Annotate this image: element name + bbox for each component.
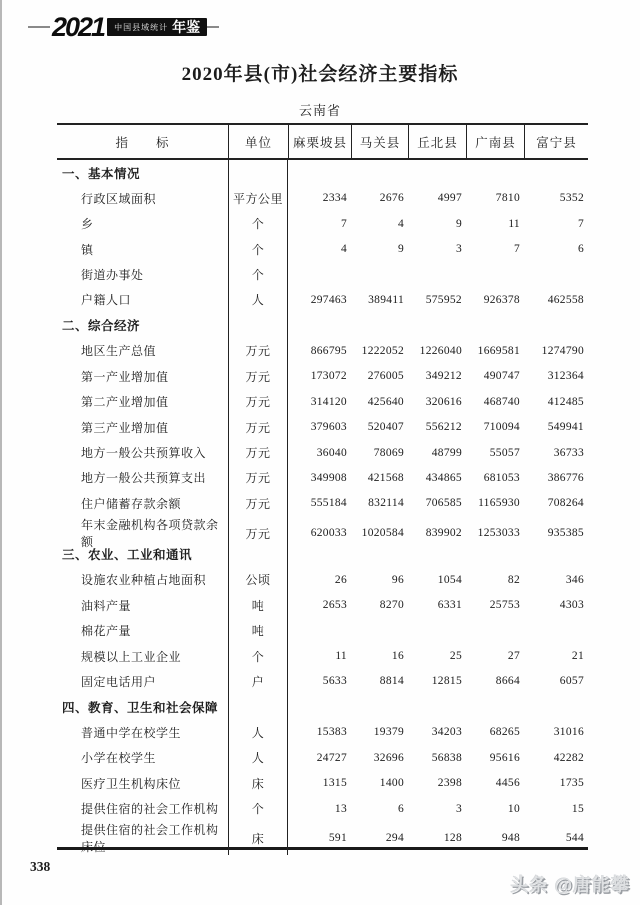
value-cell: 708264 [547, 497, 584, 510]
logo-rule-left [28, 26, 50, 28]
value-cell: 1165930 [478, 497, 520, 510]
value-cell: 4 [340, 243, 347, 256]
value-cell [466, 313, 524, 338]
indicator-label: 乡 [81, 217, 94, 232]
value-cell: 128 [443, 832, 462, 845]
value-cell: 544 [565, 832, 584, 845]
value-cell: 26 [334, 573, 347, 586]
value-cell: 591 [328, 832, 347, 845]
value-cell: 575952 [425, 293, 462, 306]
value-cell: 21 [571, 650, 584, 663]
indicator-label: 第二产业增加值 [81, 395, 169, 410]
value-cell: 490747 [483, 370, 520, 383]
logo-bar [107, 18, 207, 36]
value-cell: 1400 [379, 777, 404, 790]
value-cell: 320616 [425, 395, 462, 408]
indicator-label: 二、综合经济 [62, 319, 141, 334]
unit-cell: 万元 [228, 389, 288, 414]
unit-cell: 人 [228, 720, 288, 745]
indicator-label: 设施农业种植占地面积 [81, 573, 207, 588]
header-county-4: 富宁县 [524, 125, 588, 158]
value-cell: 36040 [316, 446, 347, 459]
logo-rule-right [207, 26, 219, 28]
value-cell: 297463 [310, 293, 347, 306]
indicator-row [57, 567, 588, 592]
value-cell: 11 [335, 650, 347, 663]
header-unit: 单位 [228, 125, 288, 158]
unit-cell: 人 [228, 745, 288, 770]
value-cell: 9 [397, 243, 404, 256]
indicator-label: 固定电话用户 [81, 674, 157, 689]
value-cell: 48799 [431, 446, 462, 459]
value-cell [524, 262, 588, 287]
value-cell: 55057 [489, 446, 520, 459]
value-cell: 8270 [379, 599, 404, 612]
indicator-row [57, 465, 588, 490]
value-cell [351, 618, 408, 643]
value-cell: 389411 [368, 293, 404, 306]
value-cell: 434865 [425, 471, 462, 484]
value-cell: 1669581 [477, 344, 520, 357]
indicator-row [57, 338, 588, 363]
value-cell [408, 313, 466, 338]
indicator-label: 四、教育、卫生和社会保障 [62, 700, 219, 715]
unit-cell: 公顷 [228, 567, 288, 592]
value-cell: 926378 [483, 293, 520, 306]
unit-cell [228, 542, 288, 567]
header-indicator: 指 标 [115, 135, 170, 150]
unit-cell: 万元 [228, 364, 288, 389]
indicator-row [57, 821, 588, 855]
value-cell: 935385 [547, 527, 584, 540]
indicator-row [57, 618, 588, 643]
indicator-label: 镇 [81, 242, 94, 257]
value-cell: 1222052 [361, 344, 404, 357]
value-cell: 462558 [547, 293, 584, 306]
header-county-0: 麻栗坡县 [288, 125, 351, 158]
value-cell: 710094 [483, 421, 520, 434]
value-cell: 425640 [367, 395, 404, 408]
value-cell: 95616 [489, 751, 520, 764]
indicator-label: 住户储蓄存款余额 [81, 496, 182, 511]
value-cell: 13 [334, 802, 347, 815]
value-cell: 1315 [322, 777, 347, 790]
value-cell: 2398 [437, 777, 462, 790]
unit-cell: 户 [228, 669, 288, 694]
section-header-row [57, 694, 588, 719]
header-county-3: 广南县 [466, 125, 524, 158]
yearbook-name-small: 中国县域统计 [114, 22, 169, 32]
value-cell: 2653 [322, 599, 347, 612]
indicator-label: 街道办事处 [81, 267, 144, 282]
value-cell: 314120 [310, 395, 347, 408]
value-cell [351, 542, 408, 567]
value-cell: 10 [507, 802, 520, 815]
value-cell [524, 160, 588, 185]
value-cell: 173072 [310, 370, 347, 383]
logo-year: 2021 [52, 11, 105, 42]
indicator-label: 第三产业增加值 [81, 420, 169, 435]
unit-cell: 床 [228, 771, 288, 796]
value-cell: 6331 [437, 599, 462, 612]
indicator-row [57, 440, 588, 465]
value-cell: 25753 [489, 599, 520, 612]
value-cell: 9 [455, 217, 462, 230]
indicator-label: 医疗卫生机构床位 [81, 776, 182, 791]
value-cell: 6057 [559, 675, 584, 688]
value-cell [408, 618, 466, 643]
value-cell: 349212 [425, 370, 462, 383]
value-cell: 8664 [495, 675, 520, 688]
unit-cell: 万元 [228, 338, 288, 363]
indicator-label: 提供住宿的社会工作机构床位 [81, 823, 219, 855]
value-cell [408, 262, 466, 287]
value-cell [288, 313, 351, 338]
value-cell: 2676 [379, 192, 404, 205]
indicator-label: 棉花产量 [81, 624, 132, 639]
yearbook-name-big: 年鉴 [172, 21, 201, 36]
value-cell: 839902 [425, 527, 462, 540]
value-cell [524, 542, 588, 567]
indicator-row [57, 211, 588, 236]
value-cell [408, 694, 466, 719]
yearbook-logo [28, 11, 640, 42]
value-cell: 4997 [437, 192, 462, 205]
value-cell [524, 694, 588, 719]
value-cell: 31016 [553, 726, 584, 739]
header-county-1: 马关县 [351, 125, 408, 158]
value-cell: 15383 [316, 726, 347, 739]
indicator-row [57, 414, 588, 439]
unit-cell: 万元 [228, 516, 288, 550]
indicator-label: 户籍人口 [81, 293, 132, 308]
province-label: 云南省 [298, 103, 341, 118]
watermark: 头条 @唐能攀 [510, 875, 630, 895]
value-cell [351, 262, 408, 287]
value-cell: 1226040 [419, 344, 462, 357]
value-cell: 681053 [483, 471, 520, 484]
indicator-row [57, 643, 588, 668]
indicator-label: 规模以上工业企业 [81, 649, 182, 664]
value-cell: 620033 [310, 527, 347, 540]
value-cell [351, 313, 408, 338]
indicator-row [57, 491, 588, 516]
value-cell: 7 [340, 217, 347, 230]
value-cell: 56838 [431, 751, 462, 764]
indicator-label: 年末金融机构各项贷款余额 [81, 518, 219, 550]
value-cell [466, 694, 524, 719]
value-cell: 346 [565, 573, 584, 586]
unit-cell: 万元 [228, 491, 288, 516]
unit-cell: 吨 [228, 592, 288, 617]
value-cell: 7810 [495, 192, 520, 205]
value-cell [408, 542, 466, 567]
value-cell: 6 [397, 802, 404, 815]
indicator-label: 提供住宿的社会工作机构 [81, 802, 219, 817]
value-cell: 556212 [425, 421, 462, 434]
indicator-label: 行政区域面积 [81, 191, 157, 206]
value-cell: 549941 [547, 421, 584, 434]
value-cell: 520407 [367, 421, 404, 434]
value-cell [524, 313, 588, 338]
value-cell: 1020584 [361, 527, 404, 540]
value-cell: 4303 [559, 599, 584, 612]
unit-cell: 个 [228, 236, 288, 261]
value-cell: 379603 [310, 421, 347, 434]
value-cell: 68265 [489, 726, 520, 739]
indicators-table [57, 123, 588, 855]
value-cell: 555184 [310, 497, 347, 510]
value-cell [288, 262, 351, 287]
value-cell: 312364 [547, 370, 584, 383]
indicator-label: 地方一般公共预算支出 [81, 471, 207, 486]
value-cell [466, 262, 524, 287]
value-cell: 5352 [559, 192, 584, 205]
indicator-row [57, 592, 588, 617]
value-cell: 1054 [437, 573, 462, 586]
value-cell: 25 [449, 650, 462, 663]
value-cell [466, 160, 524, 185]
indicator-row [57, 516, 588, 550]
indicator-row [57, 669, 588, 694]
unit-cell: 个 [228, 796, 288, 821]
value-cell: 6 [577, 243, 584, 256]
value-cell: 1253033 [477, 527, 520, 540]
value-cell [351, 160, 408, 185]
value-cell: 412485 [547, 395, 584, 408]
indicator-label: 一、基本情况 [62, 166, 141, 181]
unit-cell: 个 [228, 262, 288, 287]
indicator-row [57, 236, 588, 261]
value-cell [466, 618, 524, 643]
unit-cell: 人 [228, 287, 288, 312]
unit-cell: 吨 [228, 618, 288, 643]
indicator-row [57, 389, 588, 414]
value-cell: 1735 [559, 777, 584, 790]
indicator-label: 第一产业增加值 [81, 369, 169, 384]
value-cell: 15 [571, 802, 584, 815]
indicator-label: 普通中学在校学生 [81, 725, 182, 740]
value-cell: 78069 [373, 446, 404, 459]
table-body [57, 160, 588, 855]
value-cell: 948 [501, 832, 520, 845]
value-cell: 5633 [322, 675, 347, 688]
value-cell: 1274790 [541, 344, 584, 357]
value-cell: 2334 [322, 192, 347, 205]
value-cell: 866795 [310, 344, 347, 357]
value-cell: 7 [513, 243, 520, 256]
value-cell: 4456 [495, 777, 520, 790]
value-cell [288, 618, 351, 643]
value-cell [288, 542, 351, 567]
unit-cell [228, 313, 288, 338]
value-cell: 3 [455, 802, 462, 815]
section-header-row [57, 313, 588, 338]
value-cell: 349908 [310, 471, 347, 484]
value-cell: 36733 [553, 446, 584, 459]
indicator-label: 地方一般公共预算收入 [81, 446, 207, 461]
value-cell [288, 694, 351, 719]
unit-cell: 床 [228, 821, 288, 855]
value-cell: 421568 [367, 471, 404, 484]
value-cell: 42282 [553, 751, 584, 764]
scan-edge-line [0, 0, 2, 905]
value-cell [351, 694, 408, 719]
value-cell: 82 [507, 573, 520, 586]
value-cell: 11 [508, 217, 520, 230]
unit-cell: 万元 [228, 465, 288, 490]
indicator-row [57, 745, 588, 770]
unit-cell [228, 160, 288, 185]
section-header-row [57, 542, 588, 567]
indicator-label: 小学在校学生 [81, 751, 157, 766]
indicator-row [57, 185, 588, 210]
value-cell: 468740 [483, 395, 520, 408]
indicator-label: 三、农业、工业和通讯 [62, 548, 193, 563]
section-header-row [57, 160, 588, 185]
indicator-row [57, 796, 588, 821]
unit-cell: 万元 [228, 440, 288, 465]
value-cell: 4 [397, 217, 404, 230]
page-number: 338 [30, 858, 51, 874]
value-cell: 34203 [431, 726, 462, 739]
header-county-2: 丘北县 [408, 125, 466, 158]
value-cell [288, 160, 351, 185]
value-cell: 16 [391, 650, 404, 663]
unit-cell: 平方公里 [228, 185, 288, 210]
value-cell: 3 [455, 243, 462, 256]
unit-cell: 万元 [228, 414, 288, 439]
value-cell: 12815 [431, 675, 462, 688]
value-cell: 706585 [425, 497, 462, 510]
table-header-row [57, 125, 588, 160]
indicator-row [57, 720, 588, 745]
indicator-label: 地区生产总值 [81, 344, 157, 359]
unit-cell: 个 [228, 211, 288, 236]
indicator-row [57, 287, 588, 312]
value-cell: 96 [391, 573, 404, 586]
value-cell [466, 542, 524, 567]
value-cell: 19379 [373, 726, 404, 739]
unit-cell [228, 694, 288, 719]
value-cell: 294 [385, 832, 404, 845]
value-cell: 27 [507, 650, 520, 663]
value-cell: 386776 [547, 471, 584, 484]
value-cell: 8814 [379, 675, 404, 688]
value-cell [408, 160, 466, 185]
value-cell: 832114 [368, 497, 404, 510]
indicator-row [57, 364, 588, 389]
value-cell [524, 618, 588, 643]
value-cell: 24727 [316, 751, 347, 764]
page-title: 2020年县(市)社会经济主要指标 [181, 64, 459, 85]
unit-cell: 个 [228, 643, 288, 668]
indicator-label: 油料产量 [81, 598, 132, 613]
indicator-row [57, 771, 588, 796]
value-cell: 7 [577, 217, 584, 230]
value-cell: 276005 [367, 370, 404, 383]
indicator-row [57, 262, 588, 287]
value-cell: 32696 [373, 751, 404, 764]
